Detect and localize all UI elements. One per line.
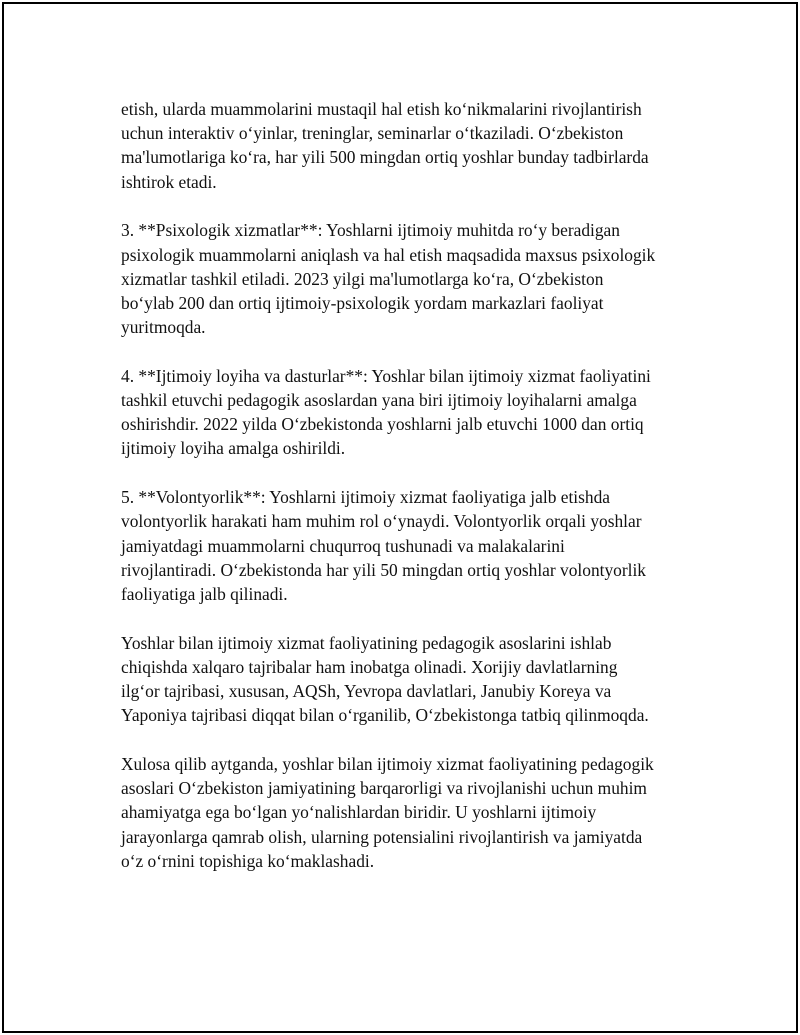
text-line: ijtimoiy loyiha amalga oshirildi.	[121, 438, 346, 459]
text-line: oʻz oʻrnini topishiga koʻmaklashadi.	[121, 850, 375, 871]
paragraph-conclusion	[121, 752, 701, 873]
text-line: psixologik muammolarni aniqlash va hal etish maqsadida maxsus psixologik	[121, 244, 656, 265]
text-line: ma'lumotlariga koʻra, har yili 500 mingdan ortiq yoshlar bunday tadbirlarda	[121, 147, 649, 168]
text-line: volontyorlik harakati ham muhim rol oʻynaydi. Volontyorlik orqali yoshlar	[121, 511, 642, 532]
text-line: asoslari Oʻzbekiston jamiyatining barqarorligi va rivojlanishi uchun muhim	[121, 778, 647, 799]
text-line: jamiyatdagi muammolarni chuqurroq tushunadi va malakalarini	[121, 535, 565, 556]
text-line: Yoshlar bilan ijtimoiy xizmat faoliyatining pedagogik asoslarini ishlab	[121, 632, 612, 653]
paragraph-activities-continued	[121, 97, 701, 194]
text-line: etish, ularda muammolarini mustaqil hal etish koʻnikmalarini rivojlantirish	[121, 99, 642, 119]
document-body	[121, 97, 701, 897]
text-line: Xulosa qilib aytganda, yoshlar bilan ijtimoiy xizmat faoliyatining pedagogik	[121, 753, 654, 774]
text-line: xizmatlar tashkil etiladi. 2023 yilgi ma'lumotlarga koʻra, Oʻzbekiston	[121, 268, 604, 289]
text-line: jarayonlarga qamrab olish, ularning potensialini rivojlantirish va jamiyatda	[121, 826, 643, 847]
text-line: 5. **Volontyorlik**: Yoshlarni ijtimoiy xizmat faoliyatiga jalb etishda	[121, 487, 610, 508]
text-line: rivojlantiradi. Oʻzbekistonda har yili 50 mingdan ortiq yoshlar volontyorlik	[121, 559, 647, 580]
text-line: faoliyatiga jalb qilinadi.	[121, 583, 288, 604]
text-line: uchun interaktiv oʻyinlar, treninglar, seminarlar oʻtkaziladi. Oʻzbekiston	[121, 123, 624, 144]
paragraph-volunteering	[121, 485, 701, 606]
text-line: boʻylab 200 dan ortiq ijtimoiy-psixologik yordam markazlari faoliyat	[121, 292, 604, 313]
text-line: chiqishda xalqaro tajribalar ham inobatga olinadi. Xorijiy davlatlarning	[121, 656, 618, 677]
text-line: 3. **Psixologik xizmatlar**: Yoshlarni ijtimoiy muhitda roʻy beradigan	[121, 220, 620, 241]
text-line: ahamiyatga ega boʻlgan yoʻnalishlardan biridir. U yoshlarni ijtimoiy	[121, 802, 597, 823]
page-frame	[2, 2, 798, 1033]
paragraph-psychological-services	[121, 218, 701, 339]
text-line: yuritmoqda.	[121, 317, 206, 338]
text-line: tashkil etuvchi pedagogik asoslardan yana biri ijtimoiy loyihalarni amalga	[121, 390, 637, 411]
text-line: ilgʻor tajribasi, xususan, AQSh, Yevropa davlatlari, Janubiy Koreya va	[121, 681, 612, 702]
text-line: 4. **Ijtimoiy loyiha va dasturlar**: Yoshlar bilan ijtimoiy xizmat faoliyatini	[121, 365, 651, 386]
text-line: Yaponiya tajribasi diqqat bilan oʻrganilib, Oʻzbekistonga tatbiq qilinmoqda.	[121, 705, 649, 726]
paragraph-international-experience	[121, 631, 701, 728]
text-line: ishtirok etadi.	[121, 171, 217, 192]
text-line: oshirishdir. 2022 yilda Oʻzbekistonda yoshlarni jalb etuvchi 1000 dan ortiq	[121, 414, 644, 435]
paragraph-social-projects	[121, 364, 701, 461]
